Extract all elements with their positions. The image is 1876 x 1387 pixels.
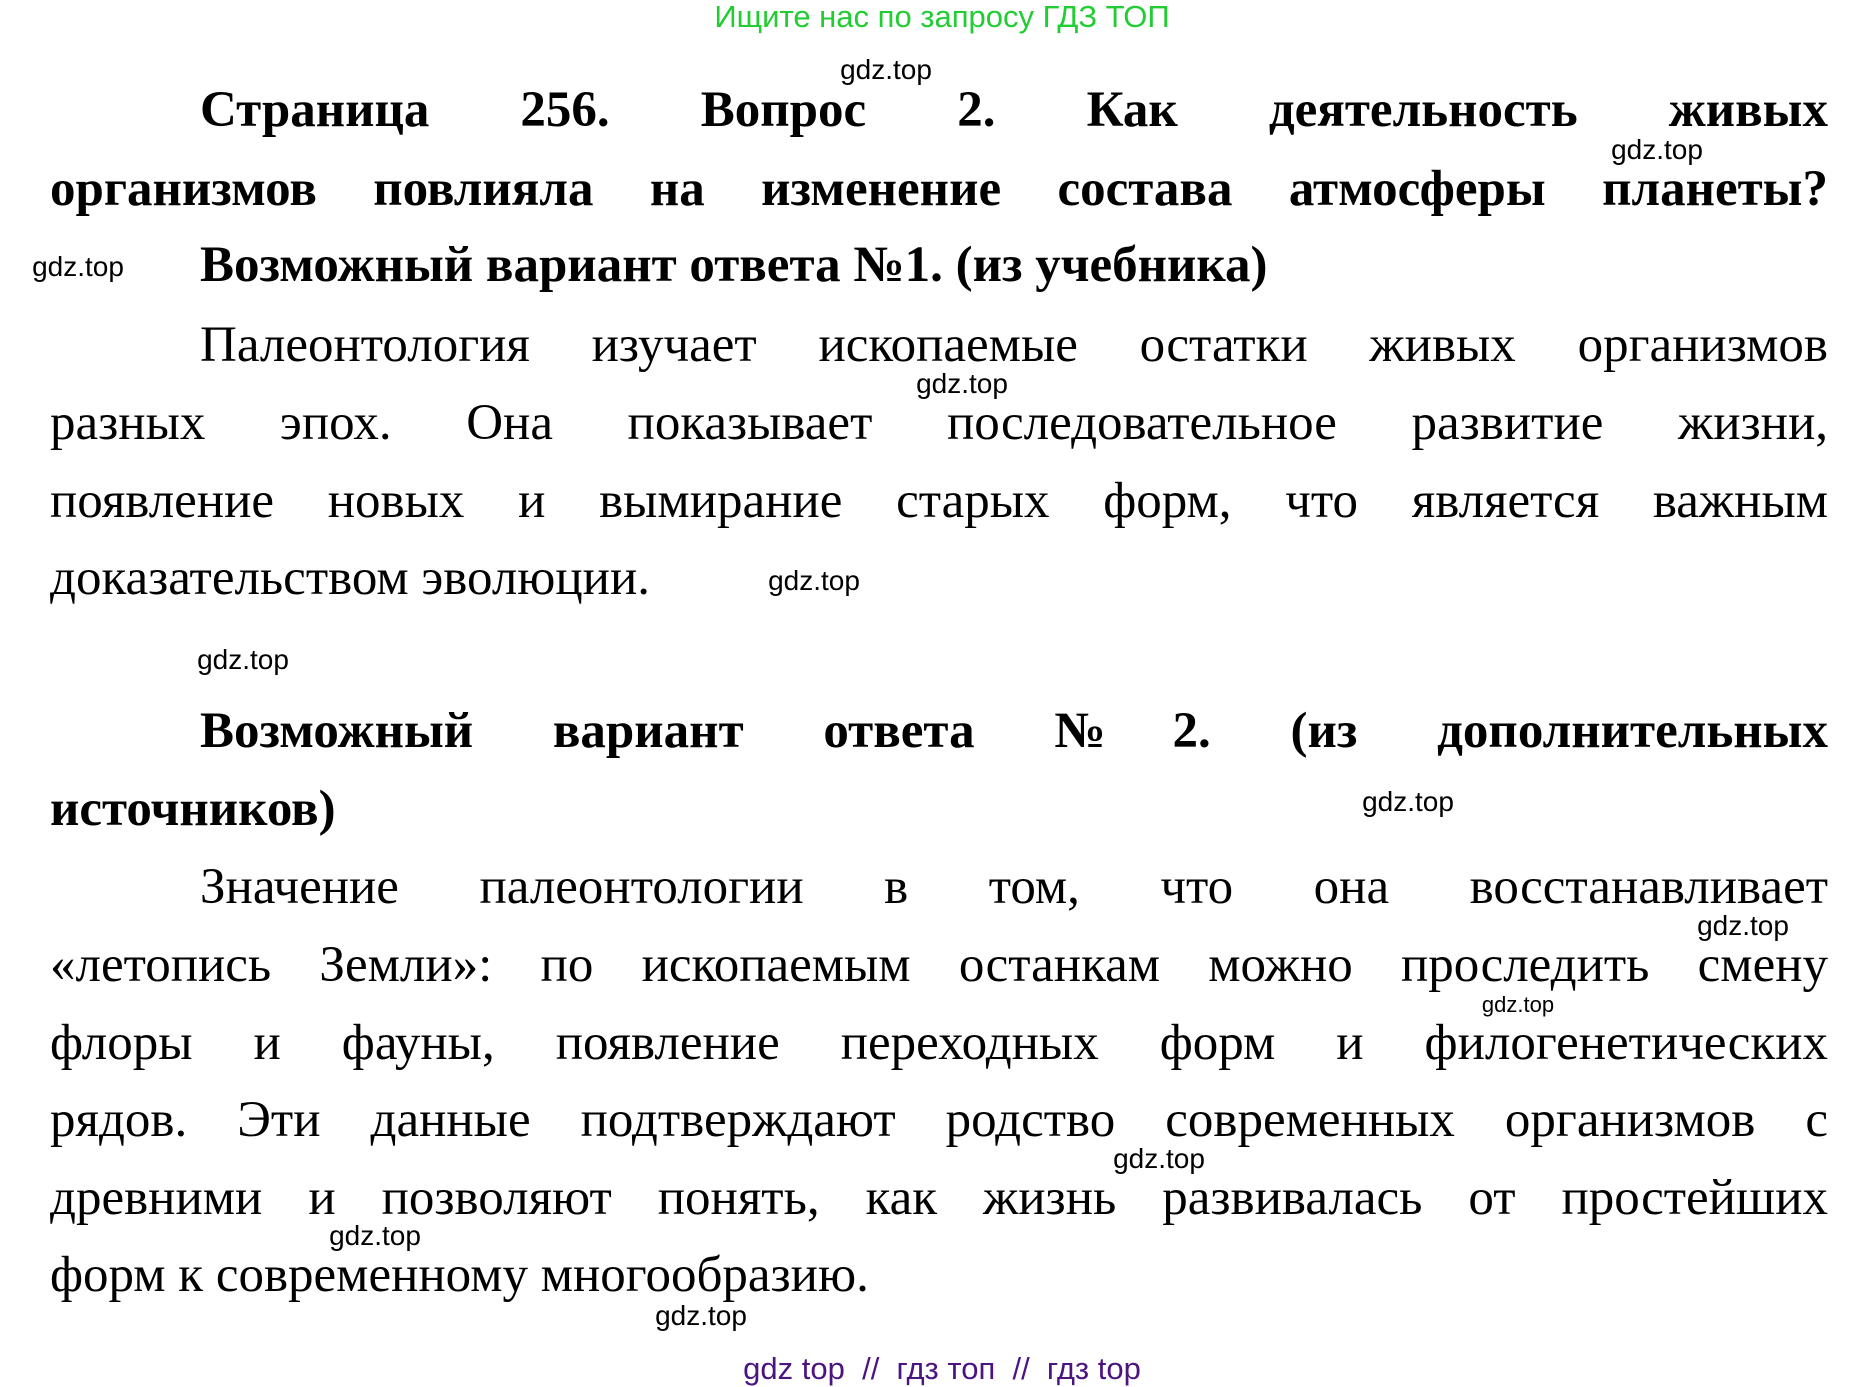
watermark: gdz.top [1113, 1143, 1205, 1174]
watermark: gdz.top [329, 1220, 421, 1251]
answer2-line-4: рядов. Эти данные подтверждают родство современных организмов с [50, 1092, 1828, 1148]
watermark: gdz.top [768, 565, 860, 596]
question-line-2: организмов повлияла на изменение состава атмосферы планеты? [50, 161, 1828, 217]
answer2-line-3: флоры и фауны, появление переходных форм и филогенетических [50, 1015, 1828, 1071]
watermark: gdz.top [655, 1300, 747, 1331]
watermark: gdz.top [916, 368, 1008, 399]
answer1-line-4: доказательством эволюции. [50, 550, 651, 606]
answer2-line-5: древними и позволяют понять, как жизнь развивалась от простейших [50, 1170, 1828, 1226]
search-banner: Ищите нас по запросу ГДЗ ТОП [714, 0, 1170, 34]
answer2-line-2: «летопись Земли»: по ископаемым останкам можно проследить смену [50, 937, 1828, 993]
footer-watermark: gdz top // гдз топ // гдз top [743, 1351, 1141, 1386]
watermark: gdz.top [32, 251, 124, 282]
answer2-heading-line-2: источников) [50, 781, 336, 837]
watermark: gdz.top [1481, 992, 1555, 1017]
answer2-line-1: Значение палеонтологии в том, что она восстанавливает [200, 859, 1828, 915]
answer1-line-3: появление новых и вымирание старых форм, что является важным [50, 473, 1828, 529]
watermark: gdz.top [1697, 910, 1789, 941]
watermark: gdz.top [1611, 134, 1703, 165]
question-line-1: Страница 256. Вопрос 2. Как деятельность живых [200, 82, 1828, 138]
answer1-line-1: Палеонтология изучает ископаемые остатки живых организмов [200, 317, 1828, 373]
answer2-heading-line-1: Возможный вариант ответа №2. (из дополнительных [200, 703, 1828, 759]
answer1-heading: Возможный вариант ответа №1. (из учебника) [200, 237, 1268, 293]
answer2-line-6: форм к современному многообразию. [50, 1247, 869, 1303]
answer1-line-2: разных эпох. Она показывает последовательное развитие жизни, [50, 395, 1828, 451]
watermark: gdz.top [1362, 786, 1454, 817]
watermark: gdz.top [197, 644, 289, 675]
watermark: gdz.top [840, 54, 932, 85]
